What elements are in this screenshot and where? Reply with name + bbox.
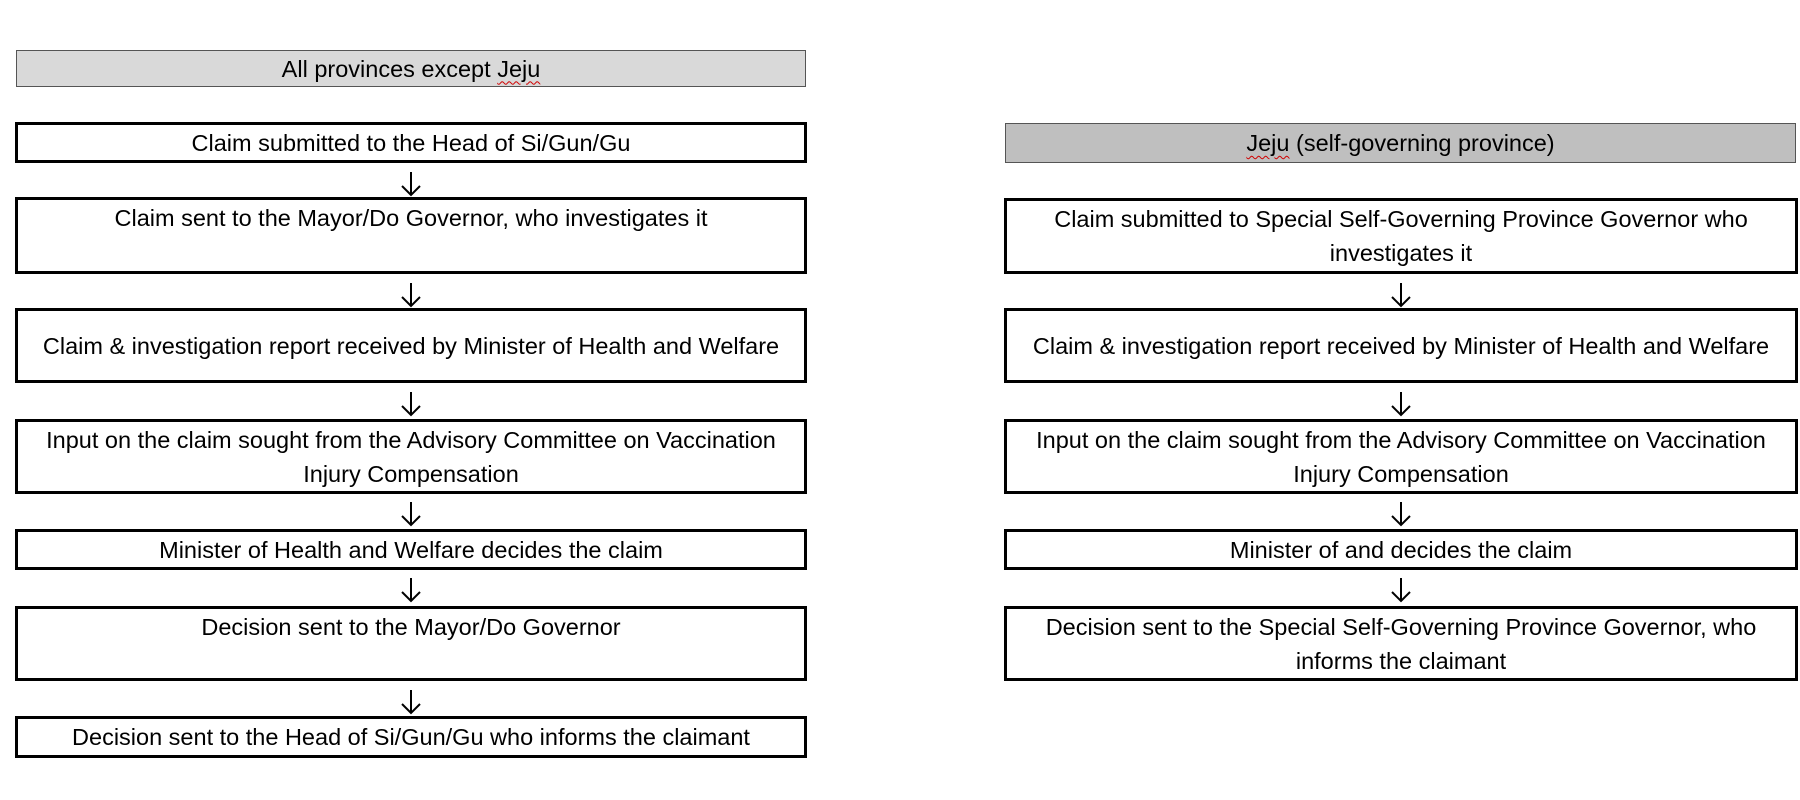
down-arrow-icon [1381, 387, 1421, 421]
down-arrow-icon [1381, 573, 1421, 607]
left-step-2: Claim sent to the Mayor/Do Governor, who investigates it [15, 197, 807, 274]
right-header-flagged-word: Jeju [1246, 130, 1290, 156]
right-step-5: Decision sent to the Special Self-Governing Province Governor, who informs the claimant [1004, 606, 1798, 681]
left-column-header [16, 50, 806, 87]
right-step-2: Claim & investigation report received by Minister of Health and Welfare [1004, 308, 1798, 383]
left-step-6: Decision sent to the Mayor/Do Governor [15, 606, 807, 681]
down-arrow-icon [1381, 278, 1421, 312]
right-step-1: Claim submitted to Special Self-Governing Province Governor who investigates it [1004, 198, 1798, 274]
left-header-flagged-word: Jeju [497, 55, 541, 82]
right-step-4: Minister of and decides the claim [1004, 529, 1798, 570]
right-header-text: (self-governing province) [1296, 130, 1555, 156]
down-arrow-icon [391, 573, 431, 607]
down-arrow-icon [391, 167, 431, 201]
down-arrow-icon [391, 497, 431, 531]
left-step-1: Claim submitted to the Head of Si/Gun/Gu [15, 122, 807, 163]
left-step-3: Claim & investigation report received by Minister of Health and Welfare [15, 308, 807, 383]
left-header-text: All provinces except [281, 55, 491, 82]
left-step-5: Minister of Health and Welfare decides the claim [15, 529, 807, 570]
down-arrow-icon [391, 387, 431, 421]
left-step-4: Input on the claim sought from the Advisory Committee on Vaccination Injury Compensation [15, 419, 807, 494]
right-step-3: Input on the claim sought from the Advisory Committee on Vaccination Injury Compensation [1004, 419, 1798, 494]
down-arrow-icon [391, 685, 431, 719]
down-arrow-icon [1381, 497, 1421, 531]
right-column-header [1005, 123, 1796, 163]
down-arrow-icon [391, 278, 431, 312]
left-step-7: Decision sent to the Head of Si/Gun/Gu who informs the claimant [15, 716, 807, 758]
